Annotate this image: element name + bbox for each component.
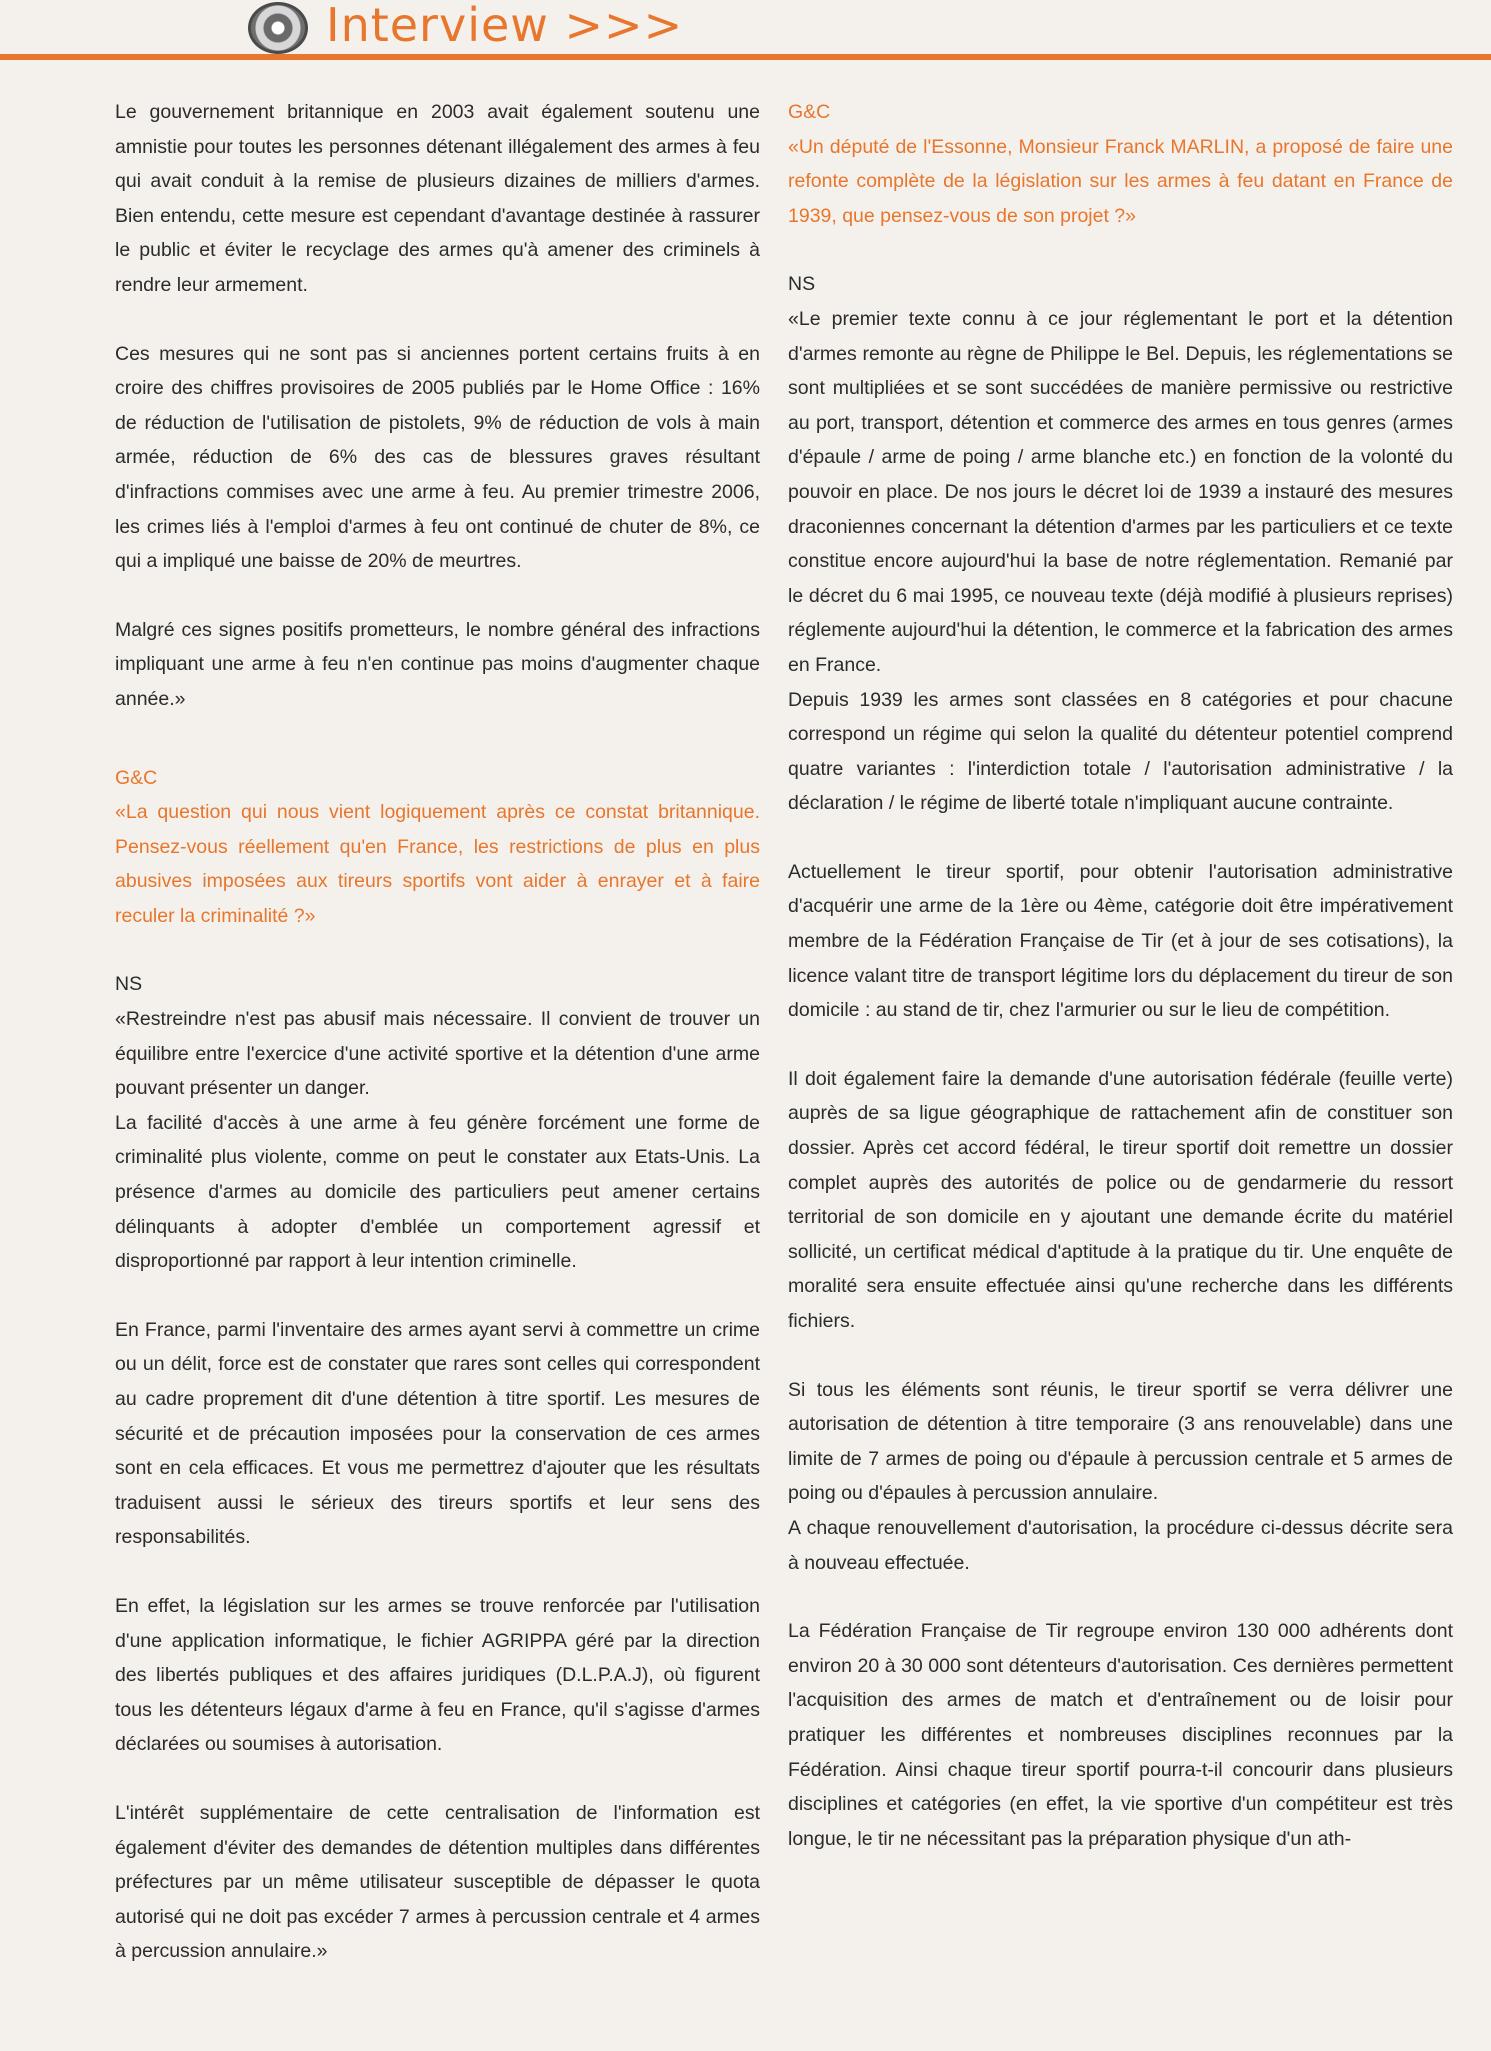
interview-question: «Un député de l'Essonne, Monsieur Franck MARLIN, a proposé de faire une refonte complète de la législation sur les armes à feu datant en France de 1939, que pensez-vous de son projet ?» — [788, 135, 1453, 227]
paragraph: A chaque renouvellement d'autorisation, la procédure ci-dessus décrite sera à nouveau effectuée. — [788, 1516, 1453, 1574]
paragraph: La Fédération Française de Tir regroupe environ 130 000 adhérents dont environ 20 à 30 000 sont détenteurs d'autorisation. Ces dernières permettent l'acquisition des armes de match et d'entraînement ou de loisir pour pratiquer les différentes et nombreuses disciplines reconnues par la Fédération. Ainsi chaque tireur sportif pourra-t-il concourir dans plusieurs disciplines et catégories (en effet, la vie sportive d'un compétiteur est très longue, le tir ne nécessitant pas la préparation physique d'un ath- — [788, 1620, 1453, 1850]
page-header — [0, 0, 1491, 62]
paragraph: Il doit également faire la demande d'une autorisation fédérale (feuille verte) auprès de sa ligue géographique de rattachement afin de constituer son dossier. Après cet accord fédéral, le tireur sportif doit remettre un dossier complet auprès des autorités de police ou de gendarmerie du ressort territorial de son domicile en y ajoutant une demande écrite du matériel sollicité, un certificat médical d'aptitude à la pratique du tir. Une enquête de moralité sera ensuite effectuée ainsi qu'une recherche dans les différents fichiers. — [788, 1067, 1453, 1332]
interview-question: «La question qui nous vient logiquement après ce constat britannique. Pensez-vous réellement qu'en France, les restrictions de plus en plus abusives imposées aux tireurs sportifs vont aider à enrayer et à faire reculer la criminalité ?» — [115, 801, 760, 927]
paragraph: L'intérêt supplémentaire de cette centralisation de l'information est également d'éviter des demandes de détention multiples dans différentes préfectures par un même utilisateur susceptible de dépasser le quota autorisé qui ne doit pas excéder 7 armes à percussion centrale et 4 armes à percussion annulaire.» — [115, 1801, 760, 1963]
paragraph: Ces mesures qui ne sont pas si anciennes portent certains fruits à en croire des chiffres provisoires de 2005 publiés par le Home Office : 16% de réduction de l'utilisation de pistolets, 9% de réduction de vols à main armée, réduction de 6% des cas de blessures graves résultant d'infractions commises avec une arme à feu. Au premier trimestre 2006, les crimes liés à l'emploi d'armes à feu ont continué de chuter de 8%, ce qui a impliqué une baisse de 20% de meurtres. — [115, 342, 760, 573]
paragraph: En France, parmi l'inventaire des armes ayant servi à commettre un crime ou un délit, force est de constater que rares sont celles qui correspondent au cadre proprement dit d'une détention à titre sportif. Les mesures de sécurité et de précaution imposées pour la conservation de ces armes sont en cela efficaces. Et vous me permettrez d'ajouter que les résultats traduisent aussi le sérieux des tireurs sportifs et leur sens des responsabilités. — [115, 1318, 760, 1549]
header-rule — [0, 54, 1491, 60]
speaker-label-ns: NS — [115, 973, 143, 996]
paragraph: Actuellement le tireur sportif, pour obtenir l'autorisation administrative d'acquérir une arme de la 1ère ou 4ème, catégorie doit être impérativement membre de la Fédération Française de Tir (et à jour de ses cotisations), la licence valant titre de transport légitime lors du déplacement du tireur de son domicile : au stand de tir, chez l'armurier ou sur le lieu de compétition. — [788, 860, 1453, 1022]
left-column — [115, 95, 760, 1969]
speaker-label-gc: G&C — [788, 101, 831, 123]
paragraph: Si tous les éléments sont réunis, le tireur sportif se verra délivrer une autorisation de détention à titre temporaire (3 ans renouvelable) dans une limite de 7 armes de poing ou d'épaule à percussion centrale et 5 armes de poing ou d'épaules à percussion annulaire. — [788, 1378, 1453, 1505]
section-title: Interview >>> — [326, 0, 684, 52]
speaker-label-gc: G&C — [115, 766, 158, 789]
paragraph: En effet, la législation sur les armes se trouve renforcée par l'utilisation d'une application informatique, le fichier AGRIPPA géré par la direction des libertés publiques et des affaires juridiques (D.L.P.A.J), où figurent tous les détenteurs légaux d'arme à feu en France, qu'il s'agisse d'armes déclarées ou soumises à autorisation. — [115, 1594, 760, 1756]
speaker-label-ns: NS — [788, 273, 816, 296]
right-column — [788, 95, 1453, 1856]
paragraph: La facilité d'accès à une arme à feu génère forcément une forme de criminalité plus violente, comme on peut le constater aux Etats-Unis. La présence d'armes au domicile des particuliers peut amener certains délinquants à adopter d'emblée un comportement agressif et disproportionné par rapport à leur intention criminelle. — [115, 1111, 760, 1273]
paragraph: Malgré ces signes positifs prometteurs, le nombre général des infractions impliquant une arme à feu n'en continue pas moins d'augmenter chaque année.» — [115, 618, 760, 710]
paragraph: «Le premier texte connu à ce jour réglementant le port et la détention d'armes remonte au règne de Philippe le Bel. Depuis, les réglementations se sont multipliées et se sont succédées de manière permissive ou restrictive au port, transport, détention et commerce des armes en tous genres (armes d'épaule / arme de poing / arme blanche etc.) en fonction de la volonté du pouvoir en place. De nos jours le décret loi de 1939 a instauré des mesures draconiennes concernant la détention d'armes par les particuliers et ce texte constitue encore aujourd'hui la base de notre réglementation. Remanié par le décret du 6 mai 1995, ce nouveau texte (déjà modifié à plusieurs reprises) réglemente aujourd'hui la détention, le commerce et la fabrication des armes en France. — [788, 307, 1453, 676]
paragraph: Depuis 1939 les armes sont classées en 8 catégories et pour chacune correspond un régime qui selon la qualité du détenteur potentiel comprend quatre variantes : l'interdiction totale / l'autorisation administrative / la déclaration / le régime de liberté totale n'impliquant aucune contrainte. — [788, 688, 1453, 815]
paragraph: Le gouvernement britannique en 2003 avait également soutenu une amnistie pour toutes les personnes détenant illégalement des armes à feu qui avait conduit à la remise de plusieurs dizaines de milliers d'armes. Bien entendu, cette mesure est cependant d'avantage destinée à rassurer le public et éviter le recyclage des armes qu'à amener des criminels à rendre leur armement. — [115, 101, 760, 296]
cd-disc-icon — [248, 2, 308, 54]
paragraph: «Restreindre n'est pas abusif mais nécessaire. Il convient de trouver un équilibre entre l'exercice d'une activité sportive et la détention d'une arme pouvant présenter un danger. — [115, 1008, 760, 1100]
